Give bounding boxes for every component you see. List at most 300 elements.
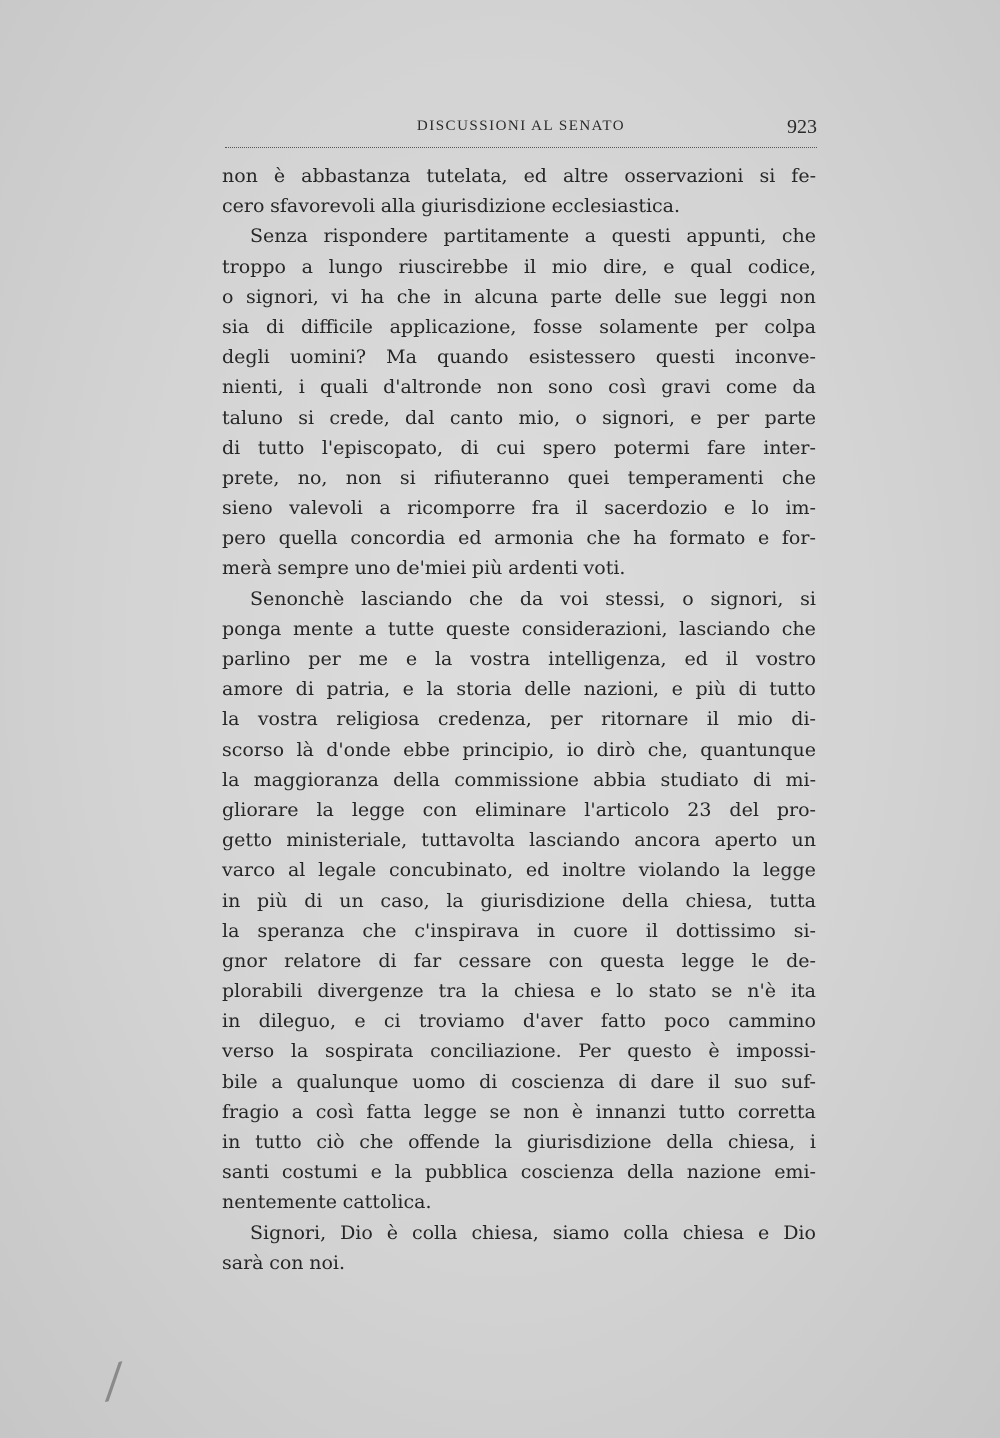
word: cattolica. [342,1191,432,1214]
word: for- [781,527,816,550]
word: armonia [494,527,574,550]
word: inconve- [734,346,816,369]
word: a [364,617,377,640]
word: quantunque [700,738,816,761]
word: lasciando [529,829,621,852]
word: mi- [785,768,816,791]
word: di [222,436,241,459]
word: sempre [277,557,349,580]
word: fe- [791,165,816,187]
word: così [315,1100,354,1123]
word: legge [763,859,816,882]
word: Senza [250,225,308,248]
word: ricomporre [407,497,516,520]
text-line [222,312,816,342]
word: impossi- [736,1040,816,1063]
word: cero [222,195,265,218]
word: verso [222,1040,275,1063]
word: pro- [776,798,816,821]
word: per [308,648,341,670]
word: plorabili [222,980,303,1003]
text-line [222,493,816,523]
word: il [725,648,738,670]
word: delle [614,285,662,308]
word: a [291,1100,304,1123]
word: la [732,859,751,882]
word: non [345,466,382,489]
word: là [296,738,314,761]
word: nazione [686,1161,762,1184]
word: questi [655,346,715,369]
word: violando [638,859,721,882]
word: ha [360,285,385,308]
word: rispondere [323,225,428,248]
text-line [222,976,816,1006]
word: uomini? [289,346,367,369]
word: la [494,1131,513,1153]
word: giurisdizione [421,195,546,218]
text-line [222,1006,816,1036]
word: difficile [300,315,373,338]
word: nentemente [222,1191,337,1214]
word: più [257,889,288,912]
pencil-mark: ⁄ [104,1354,124,1412]
word: signori, [710,587,784,610]
word: nienti, [222,376,284,399]
word: de- [786,949,816,972]
word: degli [222,346,270,369]
word: prete, [222,466,280,489]
word: e [590,980,602,1003]
word: sacerdozio [604,497,708,520]
word: il [575,497,588,520]
word: si [399,466,416,489]
word: troviamo [418,1010,505,1033]
word: alcuna [474,285,539,308]
word: tutto [678,1100,726,1123]
word: un [339,889,364,912]
word: signori, [245,285,319,308]
word: chiesa, [471,1221,539,1244]
word: più [471,557,503,580]
word: la [426,678,444,701]
text-line [222,795,816,825]
word: ebbe [403,738,450,761]
word: a [301,255,313,278]
text-line [222,221,816,251]
word: ancora [634,829,701,852]
word: mio, [518,406,561,429]
word: stessi, [605,587,666,610]
word: di- [791,708,816,731]
text-line [222,1127,816,1157]
word: corretta [737,1100,816,1123]
word: sarà [222,1251,264,1274]
word: vostro [755,648,816,670]
word: tutelata, [426,165,508,187]
word: o [575,406,587,429]
word: Per [578,1040,611,1063]
word: dirò [596,738,636,761]
word: fragio [222,1100,280,1123]
word: tuttavolta [421,829,515,852]
word: più [695,678,726,701]
word: alla [380,195,416,218]
word: legge [681,949,735,972]
text-line [222,433,816,463]
word: chiesa, [685,889,753,912]
word: fatta [366,1100,412,1123]
word: si- [793,919,816,942]
word: sospirata [324,1040,414,1063]
word: qualunque [296,1070,399,1093]
word: osservazioni [624,165,744,187]
word: siamo [552,1221,610,1244]
word: lasciando [679,617,771,640]
word: del [729,798,759,821]
word: fare [707,436,746,459]
word: e [370,1161,382,1184]
word: in [222,889,241,912]
text-line [222,161,816,191]
word: la [394,1161,413,1184]
word: emi- [774,1161,816,1184]
word: uno [354,557,391,580]
word: quella [278,527,338,550]
word: ecclesiastica. [551,195,681,218]
word: valevoli [289,497,363,520]
word: im- [785,497,816,520]
word: ci [383,1010,401,1033]
word: le [751,949,769,972]
word: non [222,165,258,187]
word: storia [456,678,512,701]
word: ha [633,527,657,550]
word: tutte [387,617,435,640]
word: in [536,919,556,942]
word: ciò [316,1131,345,1153]
word: ed [458,527,482,550]
word: questi [611,225,671,248]
word: di [304,889,323,912]
word: vostra [257,708,318,731]
word: la [434,648,453,670]
word: se [711,980,733,1003]
word: leggi [719,285,768,308]
word: Ma [386,346,417,369]
word: così [608,376,647,399]
word: di [618,1070,637,1093]
text-line [222,916,816,946]
text-line [222,825,816,855]
word: inoltre [562,859,626,882]
word: con [422,798,457,821]
word: quando [437,346,509,369]
word: signori, [602,406,675,429]
word: dare [650,1070,695,1093]
word: per [550,708,583,731]
word: i [809,1131,816,1153]
word: vostra [470,648,531,670]
word: intelligenza, [548,648,667,670]
word: aperto [714,829,778,852]
word: si [759,165,776,187]
word: caso, [380,889,430,912]
word: parte [550,285,603,308]
word: e [354,1010,366,1033]
text-line [222,372,816,402]
word: queste [445,617,511,640]
word: che [781,617,816,640]
word: gliorare [222,798,299,821]
word: o [222,285,234,308]
word: tutto [257,436,305,459]
word: e [758,1221,770,1244]
word: fra [531,497,560,520]
text-line [222,403,816,433]
word: ed [684,648,708,670]
word: di [479,1070,498,1093]
word: amore [222,678,284,701]
text-line [222,584,816,614]
word: stato [648,980,697,1003]
word: colla [623,1221,669,1244]
word: che [468,587,504,610]
word: sieno [222,497,273,520]
word: per [714,315,748,338]
word: delle [524,678,572,701]
word: questa [600,949,665,972]
text-line [222,644,816,674]
word: lasciando [361,587,453,610]
word: uomo [412,1070,466,1093]
word: a [271,1070,283,1093]
text-line [222,342,816,372]
word: e [402,678,414,701]
word: mio [551,255,588,278]
word: come [725,376,778,399]
word: con [269,1251,304,1274]
word: di [265,315,285,338]
word: abbastanza [301,165,411,187]
word: dileguo, [258,1010,337,1033]
word: far [413,949,442,972]
text-line [222,1097,816,1127]
word: Senonchè [250,587,345,610]
word: la [222,768,240,791]
word: ministeriale, [286,829,408,852]
word: si [800,587,816,610]
word: e [757,527,770,550]
word: non [523,1100,560,1123]
text-line [222,765,816,795]
word: scorso [222,738,285,761]
word: concordia [350,527,446,550]
word: della [621,889,669,912]
text-line [222,674,816,704]
word: sono [548,376,593,399]
word: sia [222,315,250,338]
word: della [393,768,440,791]
word: che [781,466,816,489]
word: innanzi [595,1100,666,1123]
word: o [682,587,694,610]
word: qual [690,255,733,278]
body-text [222,161,816,1278]
text-line [222,1067,816,1097]
word: che [396,285,431,308]
word: giurisdizione [480,889,606,912]
word: al [287,859,306,882]
word: fatto [600,1010,646,1033]
word: tutto [255,1131,302,1153]
word: eliminare [474,798,567,821]
word: lungo [328,255,383,278]
word: vi [331,285,349,308]
word: cuore [573,919,628,942]
word: offende [408,1131,480,1153]
word: canto [449,406,504,429]
word: per [716,406,750,429]
word: varco [222,859,276,882]
word: divergenze [317,980,424,1003]
word: speranza [257,919,345,942]
word: si [298,406,315,429]
header-rule [225,147,817,148]
word: costumi [281,1161,358,1184]
word: Dio [340,1221,373,1244]
word: questo [627,1040,692,1063]
word: inter- [763,436,816,459]
word: 23 [687,798,712,821]
word: appunti, [686,225,767,248]
text-line [222,282,816,312]
word: formato [669,527,746,550]
word: relatore [284,949,362,972]
word: riuscirebbe [398,255,509,278]
word: giurisdizione [526,1131,652,1153]
word: la [290,1040,309,1063]
word: ita [790,980,816,1003]
word: nazioni, [583,678,660,701]
word: il [706,708,719,731]
text-line [222,946,816,976]
word: di [752,768,772,791]
word: c'inspirava [414,919,520,942]
word: concubinato, [389,859,514,882]
running-head: DISCUSSIONI AL SENATO [416,118,626,134]
word: maggioranza [253,768,379,791]
word: principio, [462,738,555,761]
word: di [378,949,397,972]
word: Dio [783,1221,816,1244]
word: d'aver [522,1010,583,1033]
text-line [222,1157,816,1187]
word: quali [320,376,368,399]
word: e [663,255,675,278]
word: voti. [583,557,626,580]
word: bile [222,1070,258,1093]
word: dottissimo [675,919,776,942]
word: e [723,497,736,520]
page-number: 923 [787,116,817,138]
word: tutto [769,678,816,701]
word: chiesa, [727,1131,796,1153]
word: di [460,436,479,459]
word: cammino [728,1010,816,1033]
word: la [222,708,240,731]
word: voi [560,587,589,610]
text-line [222,463,816,493]
text-line [222,1218,816,1248]
word: patria, [326,678,391,701]
word: d'onde [326,738,391,761]
word: n'è [747,980,776,1003]
word: da [792,376,816,399]
text-line [222,1187,816,1217]
word: solamente [599,315,699,338]
word: ponga [222,617,282,640]
word: pubblica [424,1161,508,1184]
word: legale [318,859,377,882]
text-line [222,1036,816,1066]
word: in [443,285,462,308]
word: tutta [769,889,816,912]
word: di [738,678,757,701]
word: cui [496,436,526,459]
word: considerazioni, [521,617,668,640]
word: ed [523,165,547,187]
word: poco [664,1010,710,1033]
word: l'articolo [584,798,670,821]
word: commissione [454,768,579,791]
word: che, [647,738,688,761]
word: la [222,919,240,942]
word: a [379,497,391,520]
word: religiosa [336,708,420,731]
word: tra [438,980,467,1003]
word: lo [751,497,770,520]
word: gravi [661,376,711,399]
word: dire, [603,255,648,278]
word: coscienza [511,1070,605,1093]
word: che [359,1131,394,1153]
word: codice, [747,255,816,278]
word: quei [567,466,610,489]
word: il [645,919,658,942]
text-line [222,523,816,553]
word: che [362,919,397,942]
word: parte [764,406,816,429]
word: ritornare [601,708,689,731]
word: è [571,1100,583,1123]
word: credenza, [437,708,532,731]
word: colpa [764,315,816,338]
word: d'altronde [383,376,482,399]
word: crede, [329,406,390,429]
word: noi. [309,1251,345,1274]
word: la [316,798,334,821]
word: è [273,165,286,187]
word: no, [297,466,328,489]
word: me [358,648,388,670]
word: partitamente [443,225,570,248]
word: legge [351,798,405,821]
word: che [781,225,816,248]
word: suo [733,1070,768,1093]
text-line [222,704,816,734]
word: studiato [660,768,739,791]
